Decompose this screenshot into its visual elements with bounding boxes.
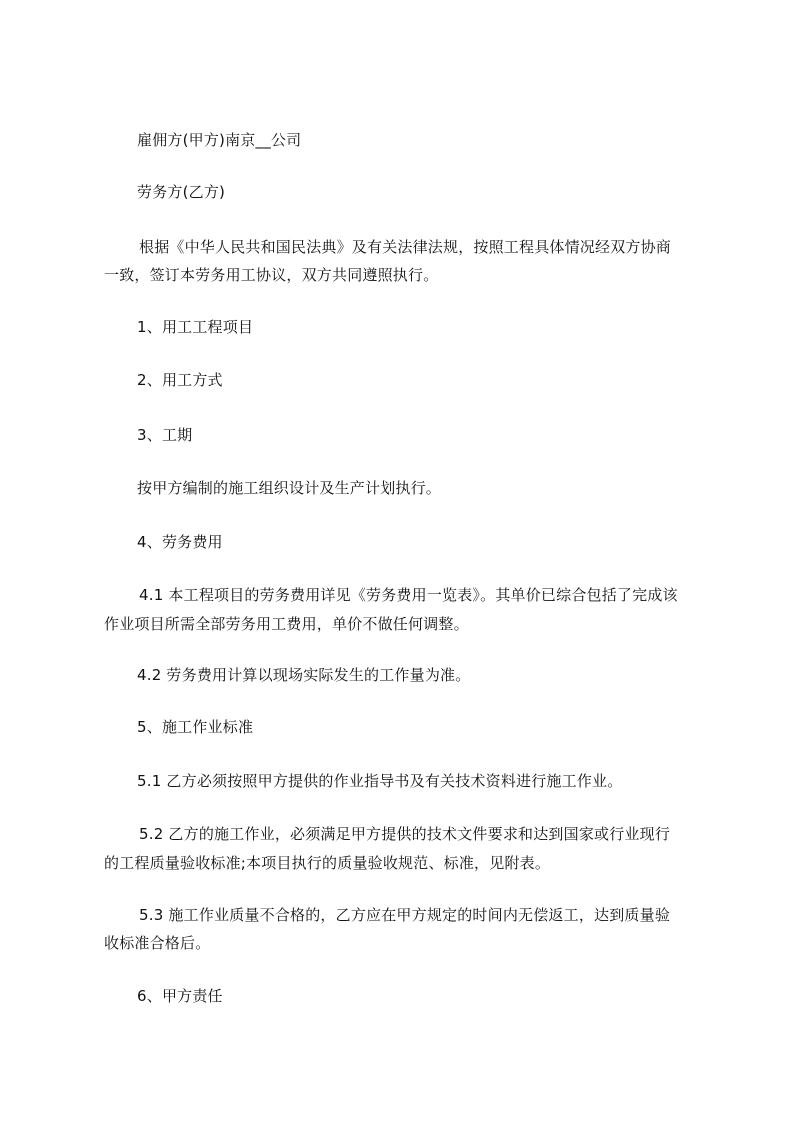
section-3-body: 按甲方编制的施工组织设计及生产计划执行。 <box>137 479 442 497</box>
laborer-line: 劳务方(乙方) <box>137 183 226 201</box>
intro-line-1: 根据《中华人民共和国民法典》及有关法律法规，按照工程具体情况经双方协商 <box>139 238 672 256</box>
section-5-3-line-1: 5.3 施工作业质量不合格的，乙方应在甲方规定的时间内无偿返工，达到质量验 <box>139 906 671 924</box>
section-5-1: 5.1 乙方必须按照甲方提供的作业指导书及有关技术资料进行施工作业。 <box>137 772 623 790</box>
section-5-heading: 5、施工作业标准 <box>137 718 254 736</box>
employer-line: 雇佣方(甲方)南京__公司 <box>137 131 302 149</box>
section-4-heading: 4、劳务费用 <box>137 533 223 551</box>
section-1-heading: 1、用工工程项目 <box>137 318 254 336</box>
section-5-2-line-1: 5.2 乙方的施工作业，必须满足甲方提供的技术文件要求和达到国家或行业现行 <box>139 825 671 843</box>
section-6-heading: 6、甲方责任 <box>137 987 223 1005</box>
section-4-1-line-1: 4.1 本工程项目的劳务费用详见《劳务费用一览表》。其单价已综合包括了完成该 <box>139 586 678 604</box>
intro-line-2: 一致，签订本劳务用工协议，双方共同遵照执行。 <box>104 266 439 284</box>
section-4-2: 4.2 劳务费用计算以现场实际发生的工作量为准。 <box>137 666 471 684</box>
section-5-3-line-2: 收标准合格后。 <box>104 934 211 952</box>
section-4-1-line-2: 作业项目所需全部劳务用工费用，单价不做任何调整。 <box>104 615 469 633</box>
section-5-2-line-2: 的工程质量验收标准;本项目执行的质量验收规范、标准，见附表。 <box>104 854 551 872</box>
section-2-heading: 2、用工方式 <box>137 371 223 389</box>
section-3-heading: 3、工期 <box>137 426 193 444</box>
